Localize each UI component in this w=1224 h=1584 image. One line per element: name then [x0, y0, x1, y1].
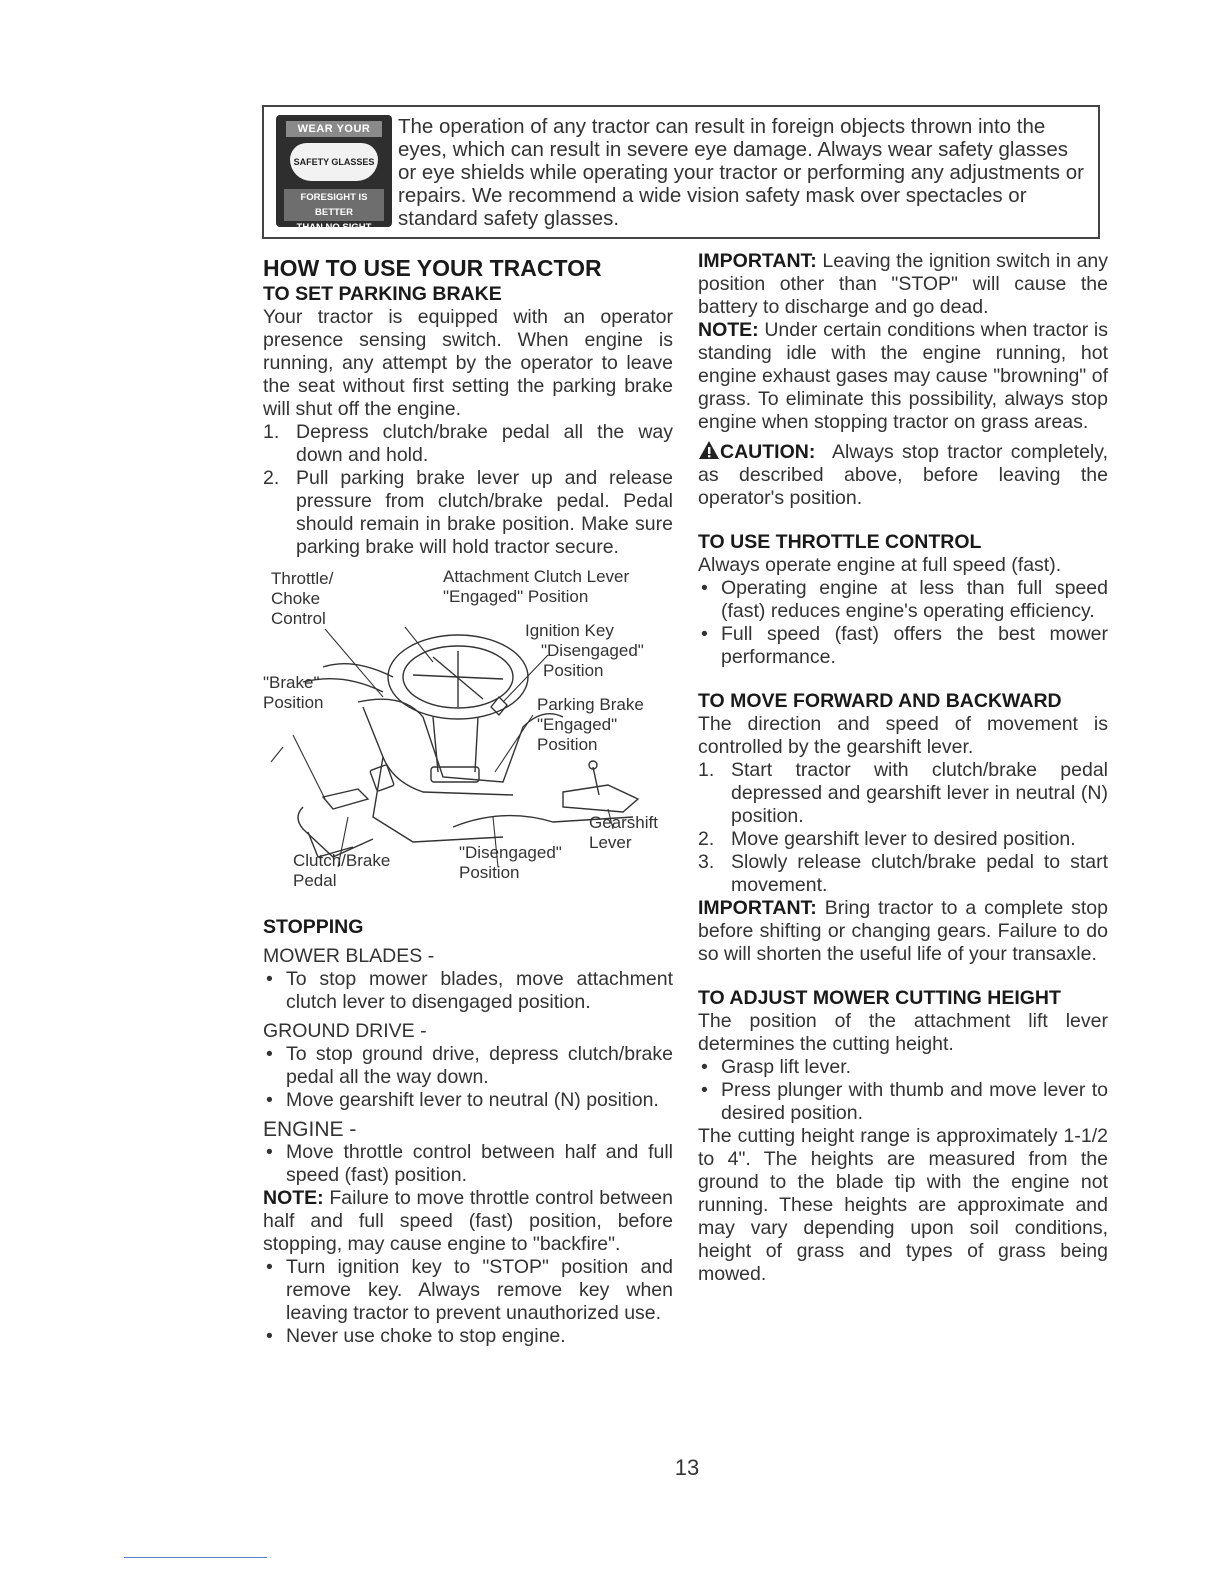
parking-step [263, 467, 673, 559]
note-browning [698, 319, 1108, 434]
safety-warning-box [262, 105, 1100, 239]
tractor-controls-figure [263, 567, 673, 915]
bullet: • [701, 1056, 708, 1078]
right-column [698, 250, 1108, 1286]
safety-glasses-badge-icon [276, 115, 392, 233]
step-number: 2. [263, 467, 280, 489]
step-text: Depress clutch/brake pedal all the way down and hold. [296, 421, 673, 466]
parking-step [263, 421, 673, 467]
step-number: 1. [698, 759, 715, 781]
step-text: Move gearshift lever to desired position. [731, 828, 1076, 850]
caution-triangle-icon [698, 440, 720, 460]
bullet: • [701, 577, 708, 599]
label-throttle [271, 569, 333, 629]
label-line: Clutch/Brake [293, 851, 391, 870]
forward-step [698, 828, 1108, 851]
bullet: • [266, 968, 273, 990]
label-parking-brake [537, 695, 644, 755]
list-item [698, 1079, 1108, 1125]
label-line: Throttle/ [271, 569, 334, 588]
section-title: HOW TO USE YOUR TRACTOR [263, 255, 602, 281]
forward-backward-heading: TO MOVE FORWARD AND BACKWARD [698, 690, 1062, 712]
cutting-height-intro: The position of the attachment lift lever determines the cutting height. [698, 1010, 1108, 1055]
label-line: Control [271, 609, 326, 628]
caution-text: Always stop tractor completely, as described above, before leaving the operator's position. [698, 441, 1108, 509]
page-number: 13 [674, 1455, 700, 1480]
list-item [263, 1141, 673, 1187]
badge-bottom-line-2: THAN NO SIGHT [296, 222, 372, 233]
label-line: "Brake" [263, 673, 320, 692]
item-text: Turn ignition key to "STOP" position and remove key. Always remove key when leaving tractor to prevent unauthorized use. [286, 1256, 673, 1324]
bullet: • [266, 1256, 273, 1278]
label-gearshift [589, 813, 658, 853]
note-label: NOTE: [263, 1187, 324, 1209]
item-text: Move gearshift lever to neutral (N) position. [286, 1089, 659, 1111]
step-text: Start tractor with clutch/brake pedal depressed and gearshift lever in neutral (N) position. [731, 759, 1108, 827]
left-column [263, 254, 673, 1348]
label-line: Gearshift [589, 813, 658, 832]
label-clutch-brake [293, 851, 390, 891]
stopping-note [263, 1187, 673, 1256]
list-item [698, 623, 1108, 669]
label-line: "Disengaged" [459, 843, 562, 862]
important-label: IMPORTANT: [698, 250, 817, 272]
list-item [263, 968, 673, 1014]
bullet: • [701, 623, 708, 645]
item-text: Never use choke to stop engine. [286, 1325, 566, 1347]
bullet: • [266, 1089, 273, 1111]
label-line: "Engaged" Position [443, 587, 589, 606]
step-text: Pull parking brake lever up and release pressure from clutch/brake pedal. Pedal should remain in brake position. Make sure parking brake will hold tractor secure. [296, 467, 673, 558]
important-text: Bring tractor to a complete stop before shifting or changing gears. Failure to do so will shorten the useful life of your transaxle. [698, 897, 1108, 965]
item-text: Full speed (fast) offers the best mower performance. [721, 623, 1108, 668]
forward-step [698, 851, 1108, 897]
label-disengaged-position [459, 843, 562, 883]
step-number: 1. [263, 421, 280, 443]
gearshift-plate [563, 785, 638, 812]
warning-text: The operation of any tractor can result in foreign objects thrown into the eyes, which can result in severe eye damage. Always wear safety glasses or eye shields while operating your tractor or performing any adjustments or repairs. We recommend a wide vision safety mask over spectacles or standard safety glasses. [398, 115, 1084, 230]
list-item [263, 1256, 673, 1325]
label-ignition-key [525, 621, 644, 681]
caution-label: CAUTION: [720, 441, 816, 463]
footnote-divider [124, 1557, 267, 1558]
list-item [698, 1056, 1108, 1079]
label-brake-position [263, 673, 323, 713]
important-text: Leaving the ignition switch in any position other than "STOP" will cause the battery to discharge and go dead. [698, 250, 1109, 318]
cutting-height-outro: The cutting height range is approximately 1-1/2 to 4". The heights are measured from the ground to the blade tip with the engine not running. These heights are approximate and may vary depending upon soil conditions, height of grass and types of grass being mowed. [698, 1125, 1108, 1285]
label-line: "Disengaged" [541, 641, 644, 660]
label-line: Parking Brake [537, 695, 644, 714]
step-number: 2. [698, 828, 715, 850]
label-line: "Engaged" [537, 715, 618, 734]
important-label: IMPORTANT: [698, 897, 817, 919]
badge-glasses-text: SAFETY GLASSES [290, 143, 378, 181]
badge-bottom [284, 189, 384, 233]
important-ignition [698, 250, 1108, 319]
label-line: Attachment Clutch Lever [443, 567, 630, 586]
label-line: Pedal [293, 871, 337, 890]
list-item [263, 1043, 673, 1089]
bullet: • [701, 1079, 708, 1101]
item-text: Move throttle control between half and full speed (fast) position. [286, 1141, 673, 1186]
note-text: Under certain conditions when tractor is standing idle with the engine running, hot engine exhaust gases may cause "browning" of grass. To eliminate this possibility, always stop engine when stopping tractor on grass areas. [698, 319, 1108, 433]
important-gears [698, 897, 1108, 966]
label-line: Position [543, 661, 604, 680]
item-text: Operating engine at less than full speed (fast) reduces engine's operating efficiency. [721, 577, 1108, 622]
item-text: Grasp lift lever. [721, 1056, 852, 1078]
mower-blades-label: MOWER BLADES - [263, 945, 435, 967]
item-text: Press plunger with thumb and move lever to desired position. [721, 1079, 1108, 1124]
step-number: 3. [698, 851, 715, 873]
stopping-heading: STOPPING [263, 916, 364, 938]
bullet: • [266, 1141, 273, 1163]
bullet: • [266, 1325, 273, 1347]
ground-drive-label: GROUND DRIVE - [263, 1020, 427, 1042]
list-item [698, 577, 1108, 623]
badge-bottom-line-1: FORESIGHT IS BETTER [300, 192, 368, 218]
label-line: Choke [271, 589, 321, 608]
label-line: Position [459, 863, 520, 882]
bullet: • [266, 1043, 273, 1065]
list-item [263, 1089, 673, 1112]
step-text: Slowly release clutch/brake pedal to start movement. [731, 851, 1108, 896]
badge-top-text: WEAR YOUR [286, 121, 382, 137]
forward-step [698, 759, 1108, 828]
forward-intro: The direction and speed of movement is controlled by the gearshift lever. [698, 713, 1108, 758]
label-line: Position [263, 693, 324, 712]
cutting-height-heading: TO ADJUST MOWER CUTTING HEIGHT [698, 987, 1061, 1009]
parking-brake-heading: TO SET PARKING BRAKE [263, 283, 502, 305]
label-line: Lever [589, 833, 632, 852]
note-label: NOTE: [698, 319, 759, 341]
label-line: Position [537, 735, 598, 754]
label-attachment-clutch [443, 567, 629, 607]
label-line: Ignition Key [525, 621, 614, 640]
engine-label: ENGINE - [263, 1118, 357, 1141]
throttle-intro: Always operate engine at full speed (fast). [698, 554, 1062, 576]
item-text: To stop ground drive, depress clutch/brake pedal all the way down. [286, 1043, 673, 1088]
throttle-heading: TO USE THROTTLE CONTROL [698, 531, 982, 553]
caution-block [698, 440, 1108, 510]
parking-brake-intro: Your tractor is equipped with an operator presence sensing switch. When engine is running, any attempt by the operator to leave the seat without first setting the parking brake will shut off the engine. [263, 306, 673, 420]
list-item [263, 1325, 673, 1348]
item-text: To stop mower blades, move attachment clutch lever to disengaged position. [286, 968, 673, 1013]
note-text: Failure to move throttle control between half and full speed (fast) position, before stopping, may cause engine to "backfire". [263, 1187, 673, 1255]
clutch-pedal-shape [323, 789, 368, 809]
